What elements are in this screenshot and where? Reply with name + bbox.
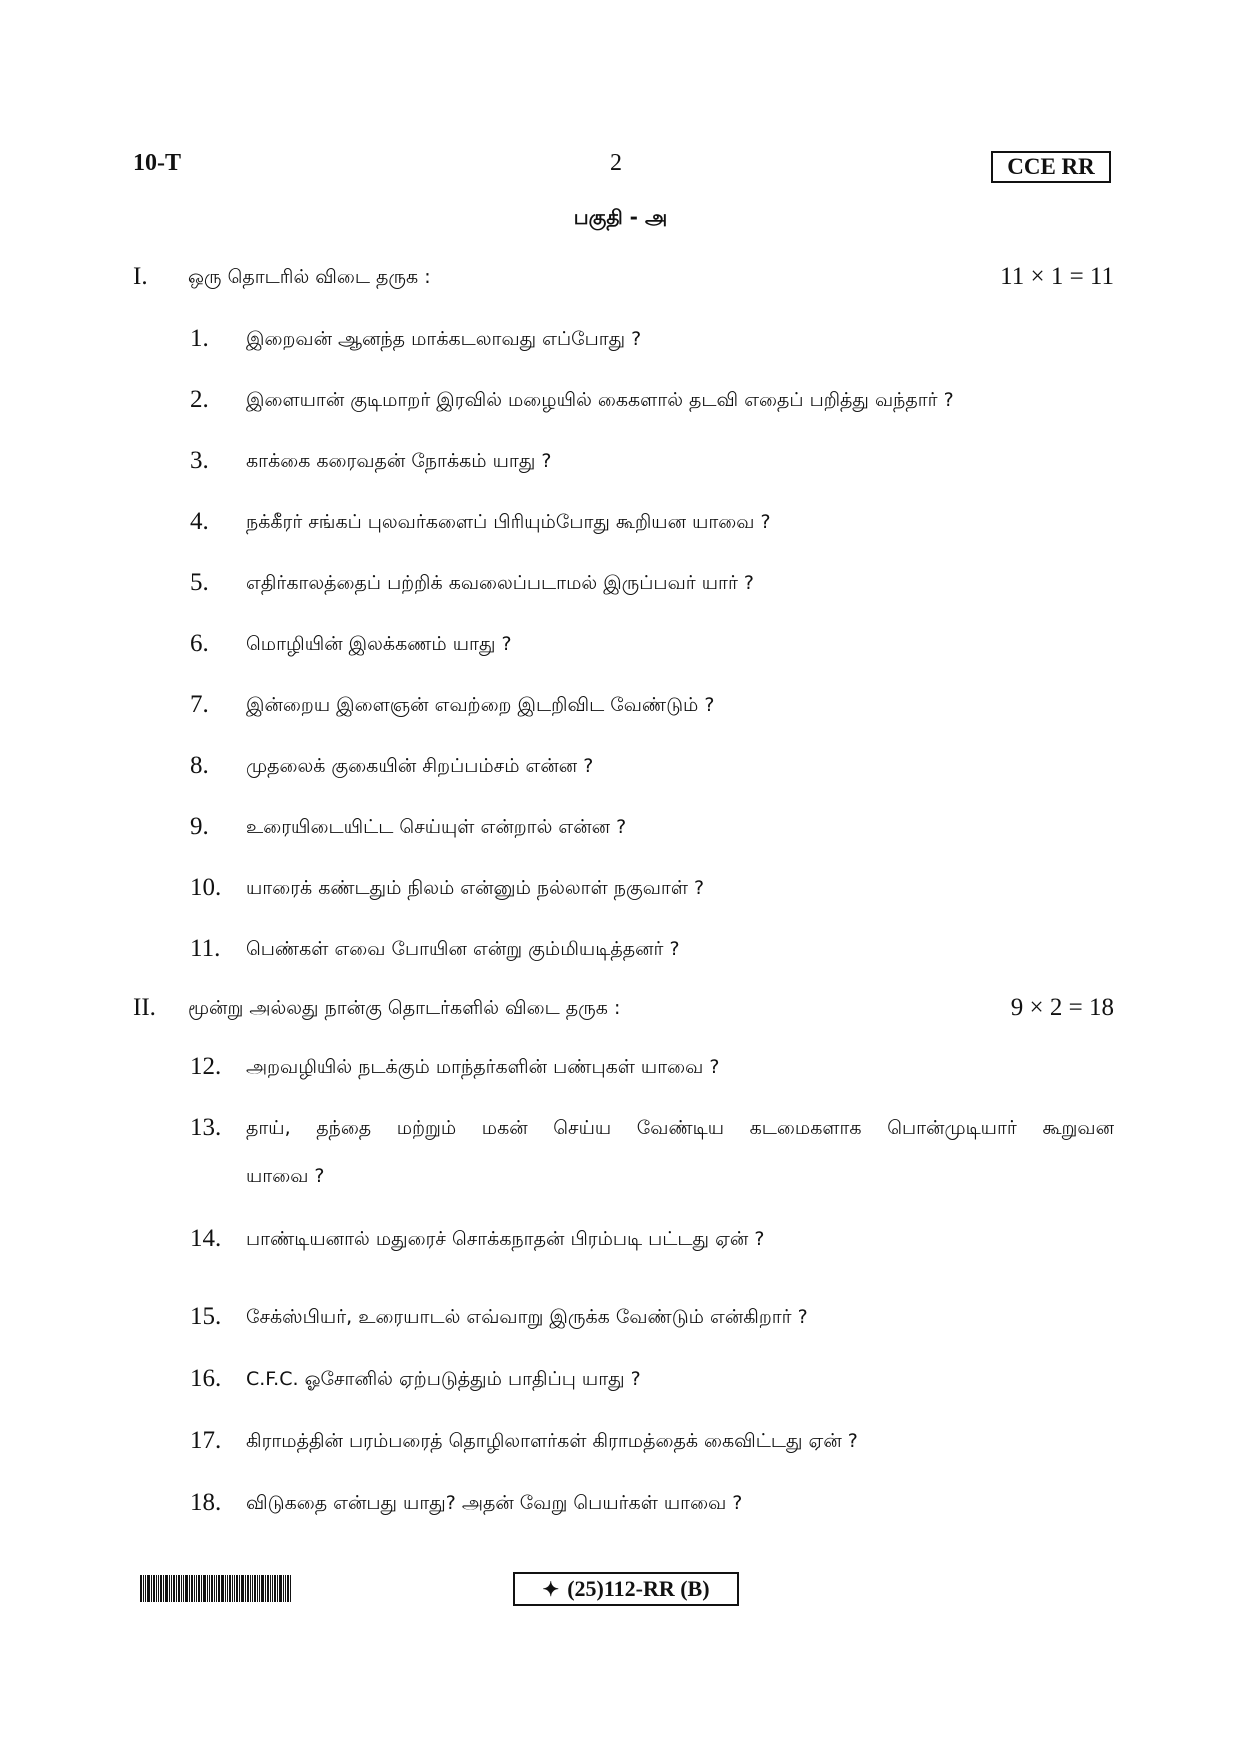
question-number: 18. (190, 1489, 222, 1516)
question-text: C.F.C. ஓசோனில் ஏற்படுத்தும் பாதிப்பு யாது ? (246, 1368, 641, 1390)
question-number: 8. (190, 752, 209, 779)
question-number: 10. (190, 874, 222, 901)
question-text: உரையிடையிட்ட செய்யுள் என்றால் என்ன ? (246, 816, 627, 838)
section-numeral: II. (133, 994, 156, 1021)
question-number: 17. (190, 1427, 222, 1454)
question-text: நக்கீரர் சங்கப் புலவர்களைப் பிரியும்போது கூறியன யாவை ? (246, 511, 771, 533)
question-text: விடுகதை என்பது யாது? அதன் வேறு பெயர்கள் யாவை ? (246, 1492, 743, 1514)
cce-rr-label: CCE RR (991, 151, 1111, 183)
question-number: 11. (190, 935, 221, 962)
question-text: முதலைக் குகையின் சிறப்பம்சம் என்ன ? (246, 755, 594, 777)
question-number: 5. (190, 569, 209, 596)
question-number: 2. (190, 386, 209, 413)
part-title: பகுதி - அ (573, 205, 668, 229)
question-number: 3. (190, 447, 209, 474)
question-text: இளையான் குடிமாறர் இரவில் மழையில் கைகளால் தடவி எதைப் பறித்து வந்தார் ? (246, 389, 954, 411)
question-number: 4. (190, 508, 209, 535)
paper-code (513, 1572, 739, 1606)
question-text: காக்கை கரைவதன் நோக்கம் யாது ? (246, 450, 552, 472)
barcode (140, 1575, 352, 1602)
section-numeral: I. (133, 263, 148, 290)
question-text: மொழியின் இலக்கணம் யாது ? (246, 633, 512, 655)
section-instruction: ஒரு தொடரில் விடை தருக : (188, 266, 431, 288)
four-point-star-icon: ✦ (542, 1579, 560, 1601)
question-number: 1. (190, 325, 209, 352)
question-number: 13. (190, 1114, 222, 1141)
question-text: கிராமத்தின் பரம்பரைத் தொழிலாளர்கள் கிராமத்தைக் கைவிட்டது ஏன் ? (246, 1430, 858, 1452)
question-number: 12. (190, 1053, 222, 1080)
question-text: பாண்டியனால் மதுரைச் சொக்கநாதன் பிரம்படி பட்டது ஏன் ? (246, 1228, 765, 1250)
question-number: 6. (190, 630, 209, 657)
question-text: இறைவன் ஆனந்த மாக்கடலாவது எப்போது ? (246, 328, 642, 350)
question-text: யாரைக் கண்டதும் நிலம் என்னும் நல்லாள் நகுவாள் ? (246, 877, 705, 899)
section-marks: 9 × 2 = 18 (1010, 994, 1114, 1021)
paper-code-text: (25)112-RR (B) (567, 1576, 710, 1601)
question-number: 14. (190, 1225, 222, 1252)
question-text: தாய், தந்தை மற்றும் மகன் செய்ய வேண்டிய கடமைகளாக பொன்முடியார் கூறுவன (246, 1117, 1114, 1139)
question-number: 16. (190, 1365, 222, 1392)
subject-code: 10-T (133, 150, 181, 176)
question-text: சேக்ஸ்பியர், உரையாடல் எவ்வாறு இருக்க வேண்டும் என்கிறார் ? (246, 1306, 808, 1328)
question-number: 9. (190, 813, 209, 840)
question-number: 7. (190, 691, 209, 718)
question-number: 15. (190, 1303, 222, 1330)
question-text-continuation: யாவை ? (246, 1165, 325, 1187)
section-marks: 11 × 1 = 11 (1000, 263, 1114, 290)
section-instruction: மூன்று அல்லது நான்கு தொடர்களில் விடை தருக : (188, 997, 621, 1019)
question-text: பெண்கள் எவை போயின என்று கும்மியடித்தனர் ? (246, 938, 680, 960)
question-text: எதிர்காலத்தைப் பற்றிக் கவலைப்படாமல் இருப்பவர் யார் ? (246, 572, 754, 594)
question-text: அறவழியில் நடக்கும் மாந்தர்களின் பண்புகள் யாவை ? (246, 1056, 720, 1078)
question-text: இன்றைய இளைஞன் எவற்றை இடறிவிட வேண்டும் ? (246, 694, 715, 716)
page-number: 2 (610, 150, 622, 176)
